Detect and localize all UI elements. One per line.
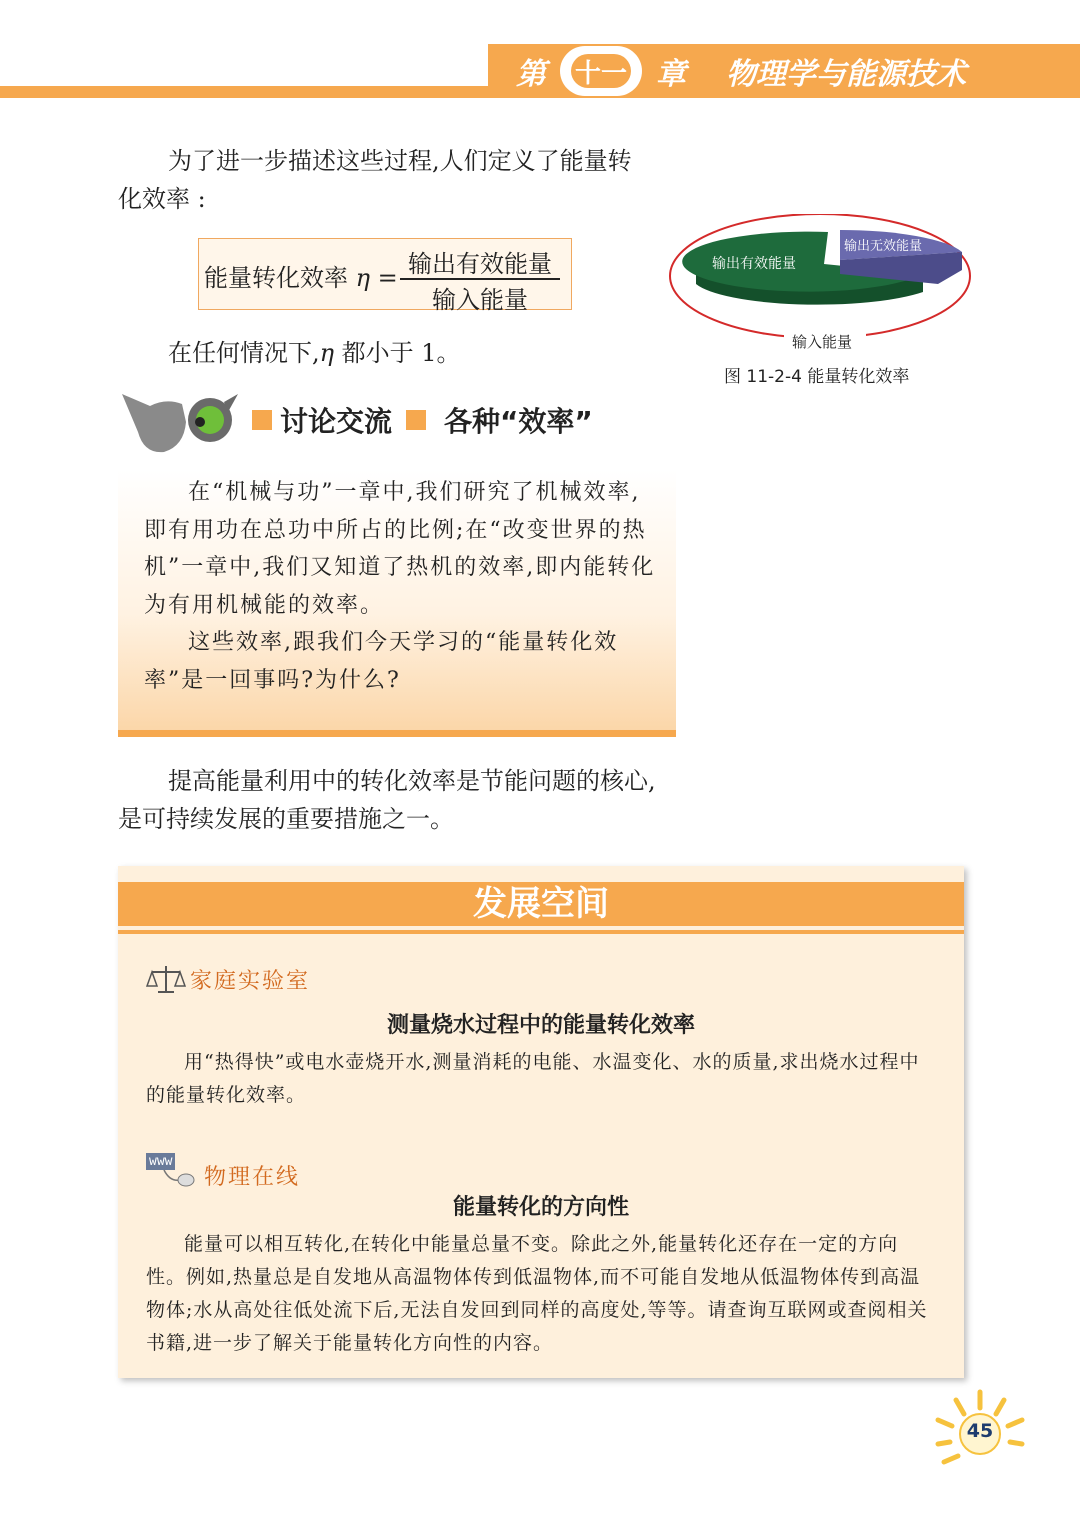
ineffective-label: 输出无效能量 (844, 239, 923, 254)
discussion-bottom-rule (118, 730, 676, 737)
note-suffix: 都小于 1。 (334, 339, 461, 367)
formula-numerator: 输出有效能量 (408, 250, 552, 278)
formula-label-text: 能量转化效率 (204, 264, 348, 292)
online-paragraph: 能量可以相互转化,在转化中能量总量不变。除此之外,能量转化还存在一定的方向性。例如,热量总是自发地从高温物体传到低温物体,而不可能自发地从低温物体传到高温物体;水从高处往低处流下后,无法自发回到同样的高度处,等等。请查询互联网或查阅相关书籍,进一步了解关于能量转化方向性的内容。 (146, 1233, 928, 1354)
eta-symbol: η (355, 264, 371, 292)
discussion-tag: 讨论交流 (280, 405, 393, 438)
effective-label: 输出有效能量 (712, 256, 796, 272)
figure-caption: 图 11-2-4 能量转化效率 (724, 367, 910, 387)
scale-icon (146, 964, 186, 994)
www-icon (146, 1150, 198, 1190)
discussion-paragraph-1: 在“机械与功”一章中,我们研究了机械效率,即有用功在总功中所占的比例;在“改变世界的热机”一章中,我们又知道了热机的效率,即内能转化为有用机械能的效率。 (144, 480, 656, 618)
efficiency-note (168, 334, 461, 372)
page-number: 45 (966, 1420, 994, 1442)
mouse-icon (160, 1168, 196, 1188)
chapter-header (488, 44, 1080, 98)
chapter-suffix: 章 (656, 57, 686, 92)
online-text (146, 1228, 938, 1360)
note-eta: η (319, 339, 335, 367)
equals-sign: = (377, 264, 398, 292)
home-lab-text (146, 1046, 938, 1112)
formula-label (204, 258, 398, 293)
discussion-icon (120, 388, 244, 458)
discussion-title: 各种“效率” (444, 405, 593, 438)
note-prefix: 在任何情况下, (168, 339, 320, 367)
heading-square (406, 410, 426, 430)
home-lab-subtitle: 测量烧水过程中的能量转化效率 (386, 1013, 695, 1038)
heading-square (252, 410, 272, 430)
summary-line-2: 是可持续发展的重要措施之一。 (118, 805, 454, 833)
development-title-rule (118, 930, 964, 934)
intro-line-2: 化效率 : (118, 185, 206, 213)
discussion-text (144, 474, 660, 699)
chapter-number-badge (560, 46, 642, 96)
chapter-title: 物理学与能源技术 (726, 57, 966, 92)
chapter-number: 十一 (571, 54, 631, 88)
intro-line-1: 为了进一步描述这些过程,人们定义了能量转 (168, 147, 632, 175)
development-title: 发展空间 (473, 884, 609, 924)
home-lab-paragraph: 用“热得快”或电水壶烧开水,测量消耗的电能、水温变化、水的质量,求出烧水过程中的能量转化效率。 (146, 1051, 920, 1106)
online-subtitle: 能量转化的方向性 (452, 1195, 629, 1220)
www-icon-text: www (146, 1153, 175, 1170)
home-lab-label: 家庭实验室 (190, 969, 311, 994)
efficiency-pie-figure (668, 214, 978, 354)
discussion-heading (244, 400, 593, 440)
discussion-paragraph-2: 这些效率,跟我们今天学习的“能量转化效率”是一回事吗?为什么? (144, 630, 619, 693)
formula-denominator: 输入能量 (432, 286, 528, 314)
online-label: 物理在线 (204, 1165, 301, 1190)
summary-line-1: 提高能量利用中的转化效率是节能问题的核心, (168, 767, 656, 795)
input-label: 输入能量 (792, 333, 853, 351)
chapter-prefix: 第 (516, 57, 546, 92)
